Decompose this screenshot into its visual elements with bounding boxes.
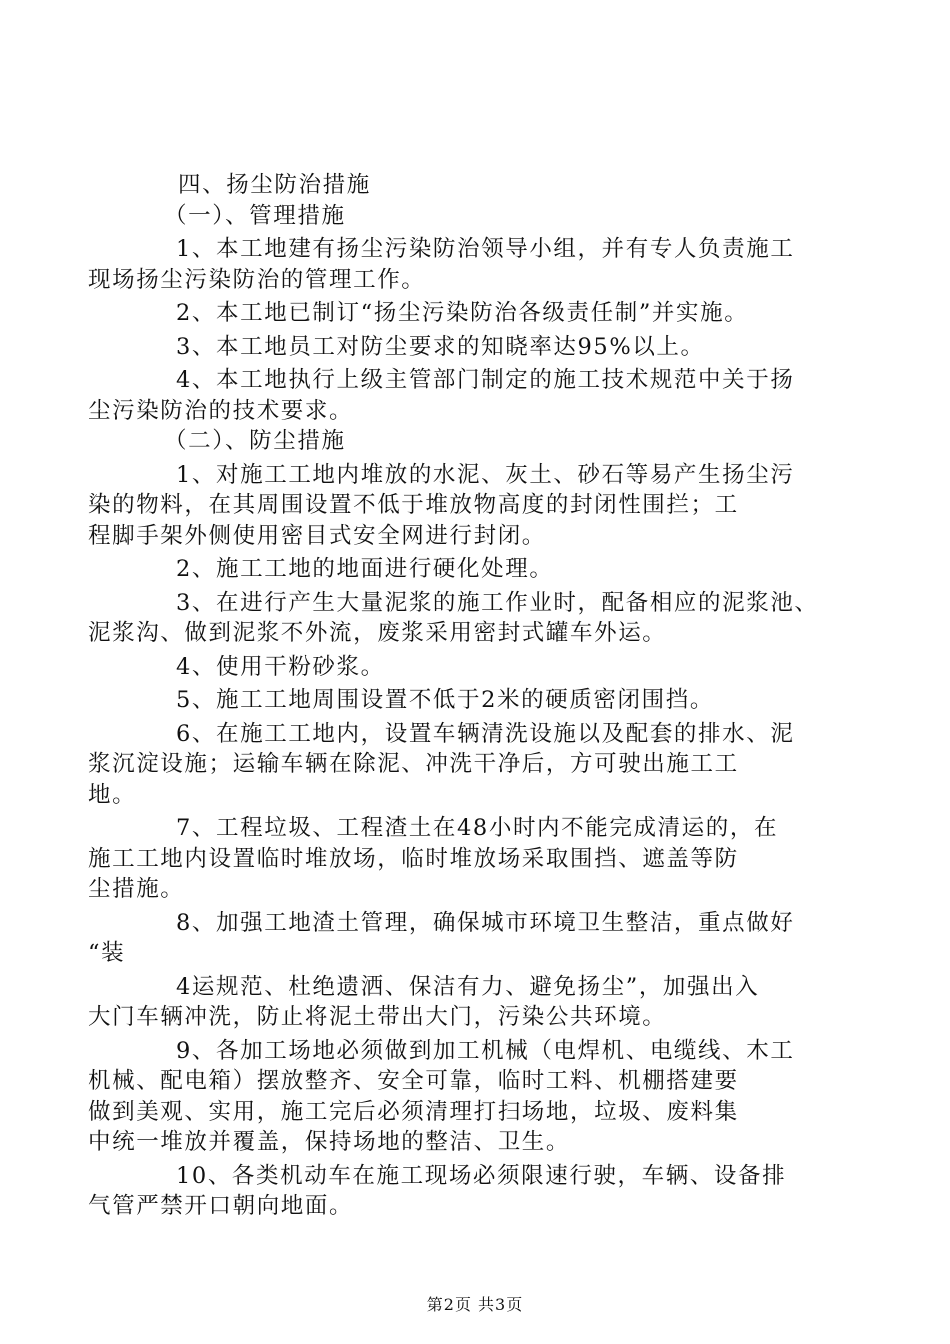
subsection-heading: （二）、防尘措施	[164, 428, 346, 454]
paragraph-line: 10、各类机动车在施工现场必须限速行驶，车辆、设备排	[176, 1162, 787, 1189]
paragraph-line: 机械、配电箱）摆放整齐、安全可靠，临时工料、机棚搭建要	[88, 1068, 739, 1094]
paragraph-line: 6、在施工工地内，设置车辆清洗设施以及配套的排水、泥	[176, 720, 795, 747]
paragraph-line: 9、各加工场地必须做到加工机械（电焊机、电缆线、木工	[176, 1037, 795, 1064]
paragraph-line: 4、使用干粉砂浆。	[176, 653, 385, 680]
paragraph-line: 2、施工工地的地面进行硬化处理。	[176, 556, 554, 582]
paragraph-line: 浆沉淀设施；运输车辆在除泥、冲洗干净后，方可驶出施工工	[88, 751, 739, 777]
paragraph-line: 气管严禁开口朝向地面。	[88, 1193, 354, 1219]
section-heading: 四、扬尘防治措施	[178, 172, 371, 198]
paragraph-line: 尘污染防治的技术要求。	[88, 397, 354, 424]
paragraph-line: 做到美观、实用，施工完后必须清理打扫场地，垃圾、废料集	[88, 1098, 739, 1125]
paragraph-line: “装	[88, 940, 126, 966]
paragraph-line: 1、本工地建有扬尘污染防治领导小组，并有专人负责施工	[176, 236, 795, 262]
paragraph-line: 4、本工地执行上级主管部门制定的施工技术规范中关于扬	[176, 367, 795, 393]
paragraph-line: 地。	[88, 781, 137, 808]
paragraph-line: 5、施工工地周围设置不低于2米的硬质密闭围挡。	[176, 687, 714, 713]
page-footer: 第2页 共3页	[426, 1295, 524, 1314]
paragraph-line: 1、对施工工地内堆放的水泥、灰土、砂石等易产生扬尘污	[176, 461, 795, 488]
paragraph-line: 8、加强工地渣土管理，确保城市环境卫生整洁，重点做好	[176, 909, 795, 936]
paragraph-line: 现场扬尘污染防治的管理工作。	[88, 266, 426, 293]
paragraph-line: 中统一堆放并覆盖，保持场地的整洁、卫生。	[88, 1129, 571, 1155]
paragraph-line: 3、在进行产生大量泥浆的施工作业时，配备相应的泥浆池、	[176, 589, 819, 616]
paragraph-line: 施工工地内设置临时堆放场，临时堆放场采取围挡、遮盖等防	[88, 845, 739, 872]
paragraph-line: 大门车辆冲洗，防止将泥土带出大门，污染公共环境。	[88, 1004, 667, 1030]
paragraph-line: 2、本工地已制订“扬尘污染防治各级责任制”并实施。	[176, 300, 749, 326]
paragraph-line: 泥浆沟、做到泥浆不外流，废浆采用密封式罐车外运。	[88, 620, 667, 646]
paragraph-line: 染的物料，在其周围设置不低于堆放物高度的封闭性围拦；工	[88, 492, 739, 518]
document-body	[88, 170, 868, 1222]
paragraph-line: 3、本工地员工对防尘要求的知晓率达95%以上。	[176, 333, 705, 360]
paragraph-line: 4运规范、杜绝遗洒、保洁有力、避免扬尘”，加强出入	[176, 973, 760, 1000]
paragraph-line: 尘措施。	[88, 876, 185, 902]
subsection-heading: （一）、管理措施	[164, 202, 346, 229]
paragraph-line: 程脚手架外侧使用密目式安全网进行封闭。	[88, 522, 546, 549]
paragraph-line: 7、工程垃圾、工程渣土在48小时内不能完成清运的，在	[176, 815, 779, 841]
